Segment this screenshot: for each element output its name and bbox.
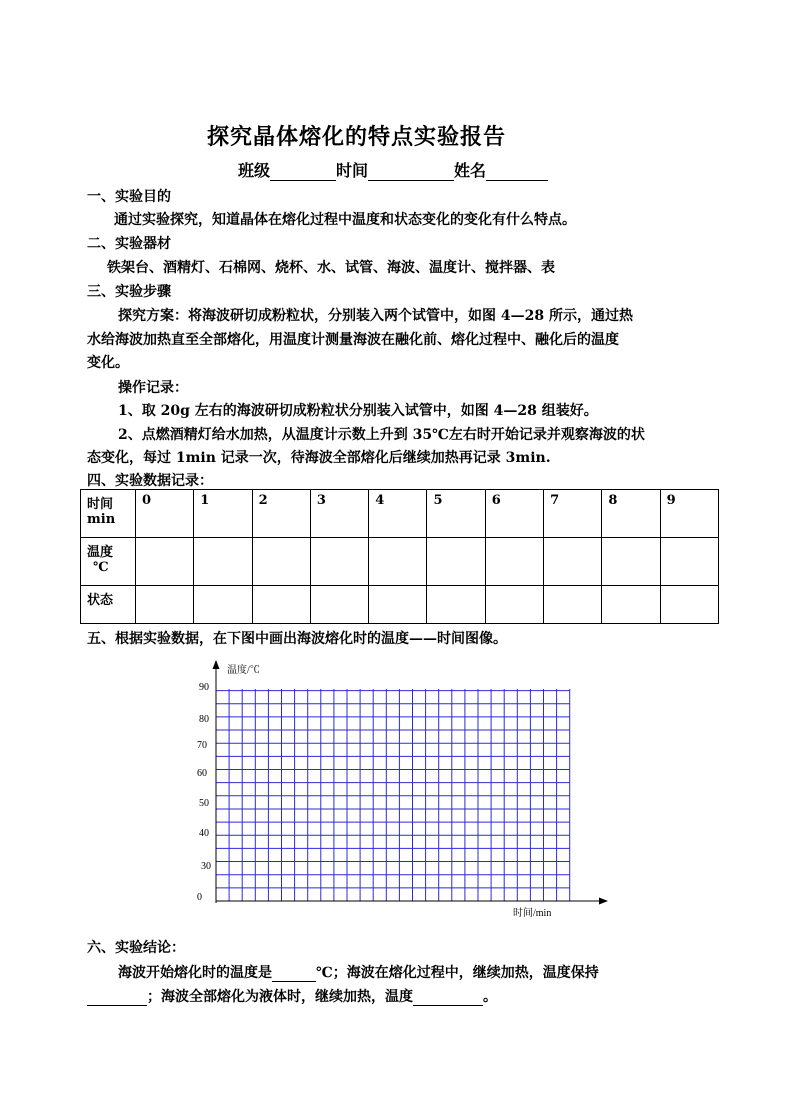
y-tick-label: 70 (197, 740, 207, 751)
state-cell[interactable] (369, 586, 427, 624)
step-2-line-2: 态变化，每过 1min 记录一次，待海波全部熔化后继续加热再记录 3min. (87, 450, 551, 466)
temperature-cell[interactable] (602, 538, 660, 586)
conclusion-text-1a: 海波开始熔化时的温度是 (118, 965, 272, 981)
section-6-heading: 六、实验结论： (87, 940, 185, 956)
step-2-line-1: 2、点燃酒精灯给水加热，从温度计示数上升到 35℃左右时开始记录并观察海波的状 (118, 427, 645, 443)
y-tick-label: 60 (197, 768, 207, 779)
time-blank[interactable] (368, 165, 454, 181)
time-cell: 4 (369, 490, 427, 538)
chart-grid[interactable] (216, 689, 570, 901)
plan-line-2: 水给海波加热直至全部熔化，用温度计测量海波在融化前、熔化过程中、融化后的温度 (87, 332, 619, 348)
section-4-heading: 四、实验数据记录： (87, 473, 213, 489)
state-cell[interactable] (427, 586, 485, 624)
temperature-cell[interactable] (252, 538, 310, 586)
state-cell[interactable] (136, 586, 194, 624)
temperature-cell[interactable] (369, 538, 427, 586)
state-cell[interactable] (194, 586, 252, 624)
student-info-line (238, 158, 548, 181)
class-blank[interactable] (270, 165, 336, 181)
y-tick-label: 90 (199, 682, 209, 693)
time-cell: 1 (194, 490, 252, 538)
time-row (81, 490, 719, 538)
time-row-label (81, 490, 136, 538)
time-label: 时间 (336, 161, 369, 180)
temperature-cell[interactable] (485, 538, 543, 586)
temperature-unit-text: ℃ (93, 560, 109, 575)
name-blank[interactable] (486, 165, 548, 181)
state-row (81, 586, 719, 624)
melting-temp-blank[interactable] (272, 966, 316, 982)
y-tick-label: 80 (199, 714, 209, 725)
page-title: 探究晶体熔化的特点实验报告 (207, 124, 507, 150)
data-record-table (80, 489, 719, 624)
temperature-cell[interactable] (660, 538, 718, 586)
state-cell[interactable] (485, 586, 543, 624)
conclusion-text-2a: ；海波全部熔化为液体时，继续加热，温度 (147, 989, 413, 1005)
state-cell[interactable] (660, 586, 718, 624)
liquid-temp-blank[interactable] (413, 990, 483, 1006)
step-1: 1、取 20g 左右的海波研切成粉粒状分别装入试管中，如图 4—28 组装好。 (118, 403, 598, 419)
section-1-text: 通过实验探究，知道晶体在熔化过程中温度和状态变化的变化有什么特点。 (114, 212, 576, 228)
plan-line-1: 探究方案：将海波研切成粉粒状，分别装入两个试管中，如图 4—28 所示，通过热 (118, 308, 633, 324)
temperature-row (81, 538, 719, 586)
conclusion-line-2 (87, 986, 497, 1006)
time-cell: 2 (252, 490, 310, 538)
x-axis-label: 时间/min (513, 908, 552, 919)
class-label: 班级 (238, 161, 271, 180)
name-label: 姓名 (454, 161, 487, 180)
time-cell: 6 (485, 490, 543, 538)
state-cell[interactable] (602, 586, 660, 624)
section-1-heading: 一、实验目的 (87, 189, 171, 205)
temperature-cell[interactable] (427, 538, 485, 586)
time-cell: 3 (310, 490, 368, 538)
state-cell[interactable] (310, 586, 368, 624)
temperature-cell[interactable] (310, 538, 368, 586)
y-tick-label: 50 (199, 798, 209, 809)
y-tick-label: 0 (197, 892, 202, 903)
conclusion-text-2b: 。 (483, 989, 497, 1005)
time-label-text: 时间 (87, 497, 114, 512)
temperature-cell[interactable] (544, 538, 602, 586)
section-2-heading: 二、实验器材 (87, 236, 171, 252)
time-cell: 5 (427, 490, 485, 538)
conclusion-text-1b: ℃；海波在熔化过程中，继续加热，温度保持 (316, 965, 599, 981)
time-cell: 8 (602, 490, 660, 538)
temperature-cell[interactable] (194, 538, 252, 586)
y-tick-label: 40 (199, 828, 209, 839)
record-label: 操作记录： (118, 380, 188, 396)
x-axis-arrow-icon (599, 898, 608, 905)
conclusion-line-1 (118, 962, 599, 982)
state-cell[interactable] (252, 586, 310, 624)
section-2-text: 铁架台、酒精灯、石棉网、烧杯、水、试管、海波、温度计、搅拌器、表 (107, 260, 555, 276)
temperature-cell[interactable] (136, 538, 194, 586)
state-row-label: 状态 (81, 586, 136, 624)
temperature-row-label (81, 538, 136, 586)
y-axis-arrow-icon (213, 660, 220, 669)
plan-line-3: 变化。 (87, 355, 129, 371)
time-unit-text: min (87, 512, 116, 527)
state-cell[interactable] (544, 586, 602, 624)
temperature-time-chart (190, 655, 620, 920)
time-cell: 0 (136, 490, 194, 538)
time-cell: 9 (660, 490, 718, 538)
section-5-heading: 五、根据实验数据，在下图中画出海波熔化时的温度——时间图像。 (87, 631, 507, 647)
temperature-label-text: 温度 (87, 545, 114, 560)
y-tick-label: 30 (201, 861, 211, 872)
time-cell: 7 (544, 490, 602, 538)
y-axis-label: 温度/℃ (227, 665, 260, 676)
section-3-heading: 三、实验步骤 (87, 284, 171, 300)
temp-hold-blank[interactable] (87, 990, 147, 1006)
